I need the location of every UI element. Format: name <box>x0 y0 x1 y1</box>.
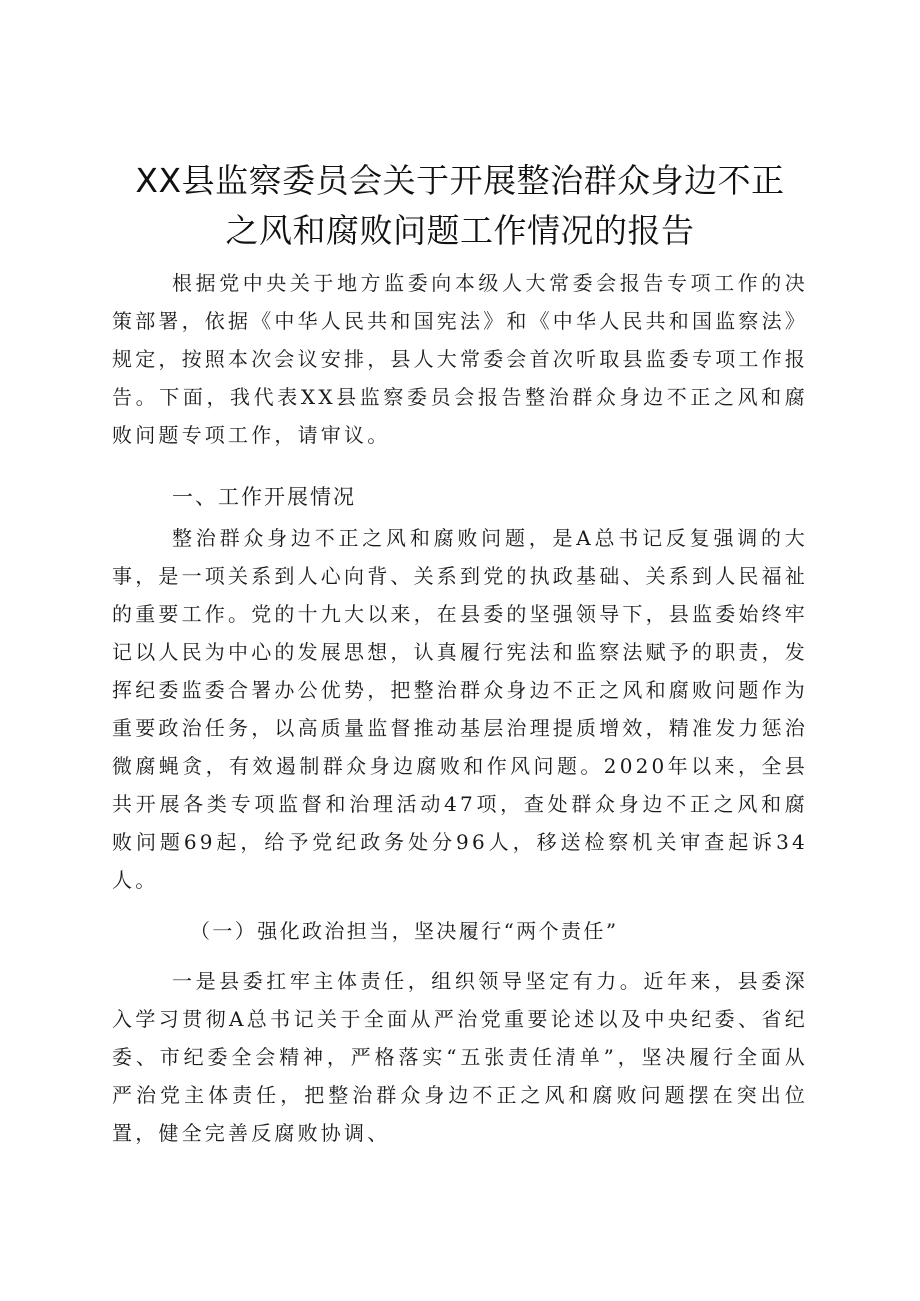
subsection-1-paragraph: 一是县委扛牢主体责任，组织领导坚定有力。近年来，县委深入学习贯彻A总书记关于全面从严治党重要论述以及中央纪委、省纪委、市纪委全会精神，严格落实“五张责任清单”，坚决履行全面从严治党主体责任，把整治群众身边不正之风和腐败问题摆在突出位置，健全完善反腐败协调、 <box>112 969 808 1145</box>
intro-paragraph: 根据党中央关于地方监委向本级人大常委会报告专项工作的决策部署，依据《中华人民共和国宪法》和《中华人民共和国监察法》规定，按照本次会议安排，县人大常委会首次听取县监委专项工作报告。下面，我代表XX县监察委员会报告整治群众身边不正之风和腐败问题专项工作，请审议。 <box>112 271 808 447</box>
title-line-1: XX县监察委员会关于开展整治群众身边不正 <box>135 161 785 200</box>
subsection-heading-1: （一）强化政治担当，坚决履行“两个责任” <box>190 919 619 943</box>
title-line-2: 之风和腐败问题工作情况的报告 <box>225 211 695 250</box>
section-1-paragraph: 整治群众身边不正之风和腐败问题，是A总书记反复强调的大事，是一项关系到人心向背、关系到党的执政基础、关系到人民福祉的重要工作。党的十九大以来，在县委的坚强领导下，县监委始终牢记以人民为中心的发展思想，认真履行宪法和监察法赋予的职责，发挥纪委监委合署办公优势，把整治群众身边不正之风和腐败问题作为重要政治任务，以高质量监督推动基层治理提质增效，精准发力惩治微腐蝇贪，有效遏制群众身边腐败和作风问题。2020年以来，全县共开展各类专项监督和治理活动47项，查处群众身边不正之风和腐败问题69起，给予党纪政务处分96人，移送检察机关审查起诉34人。 <box>112 526 808 892</box>
report-title <box>110 156 810 256</box>
section-heading-1: 一、工作开展情况 <box>172 485 356 509</box>
